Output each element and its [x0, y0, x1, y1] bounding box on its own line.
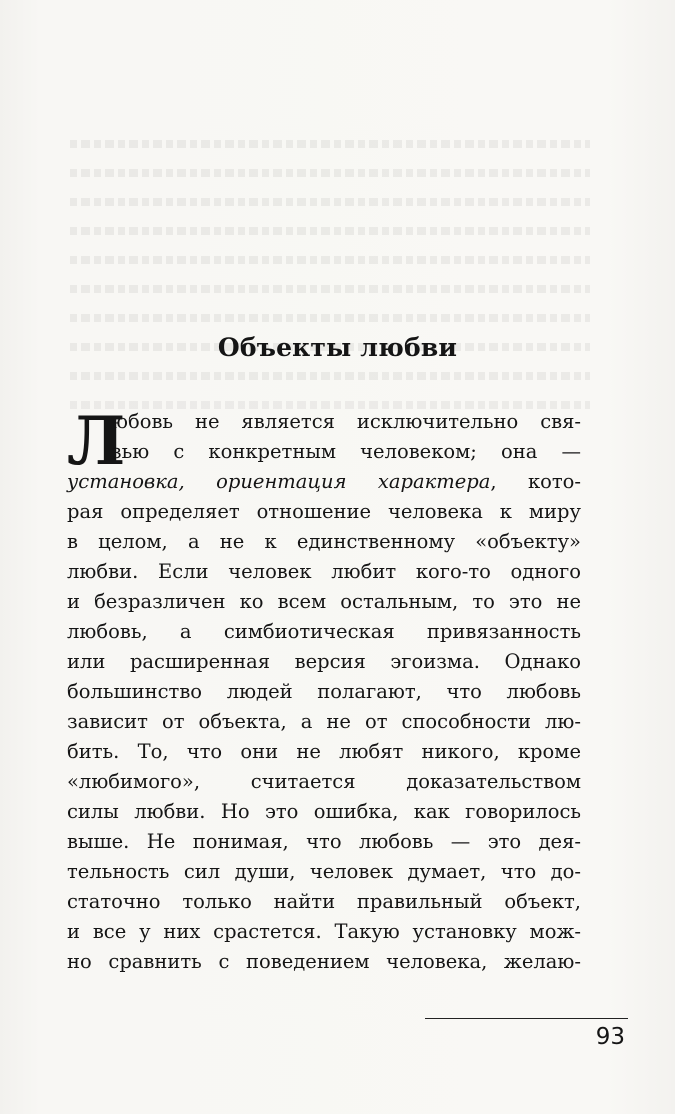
text-segment: , кото- — [490, 470, 581, 493]
chapter-heading: Объекты любви — [217, 333, 458, 362]
text-line: тельность сил души, человек думает, что до- — [67, 860, 581, 883]
footer-rule — [425, 1018, 628, 1019]
text-line — [67, 467, 581, 497]
text-line: выше. Не понимая, что любовь — это дея- — [67, 830, 581, 853]
text-line: юбовь не является исключительно свя- — [111, 410, 581, 433]
emphasized-phrase: установка, ориентация характера — [67, 470, 491, 493]
text-line: большинство людей полагают, что любовь — [67, 680, 581, 703]
text-line: любви. Если человек любит кого-то одного — [67, 560, 581, 583]
text-line: силы любви. Но это ошибка, как говорилось — [67, 800, 581, 823]
text-line: в целом, а не к единственному «объекту» — [67, 530, 581, 553]
text-line: и все у них срастется. Такую установку мож- — [67, 920, 581, 943]
text-line: «любимого», считается доказательством — [67, 770, 581, 793]
text-line: зью с конкретным человеком; она — — [111, 440, 581, 463]
bleed-through-shadow — [70, 140, 590, 430]
text-line: бить. То, что они не любят никого, кроме — [67, 740, 581, 763]
text-line: любовь, а симбиотическая привязанность — [67, 620, 581, 643]
page-number: 93 — [595, 1024, 625, 1050]
text-line: зависит от объекта, а не от способности лю- — [67, 710, 581, 733]
text-line: или расширенная версия эгоизма. Однако — [67, 650, 581, 673]
text-line: и безразличен ко всем остальным, то это не — [67, 590, 581, 613]
body-paragraph — [67, 402, 581, 977]
text-line: но сравнить с поведением человека, желаю- — [67, 950, 581, 973]
text-line: рая определяет отношение человека к миру — [67, 500, 581, 523]
drop-cap-letter: Л — [67, 402, 126, 480]
text-line: статочно только найти правильный объект, — [67, 890, 581, 913]
